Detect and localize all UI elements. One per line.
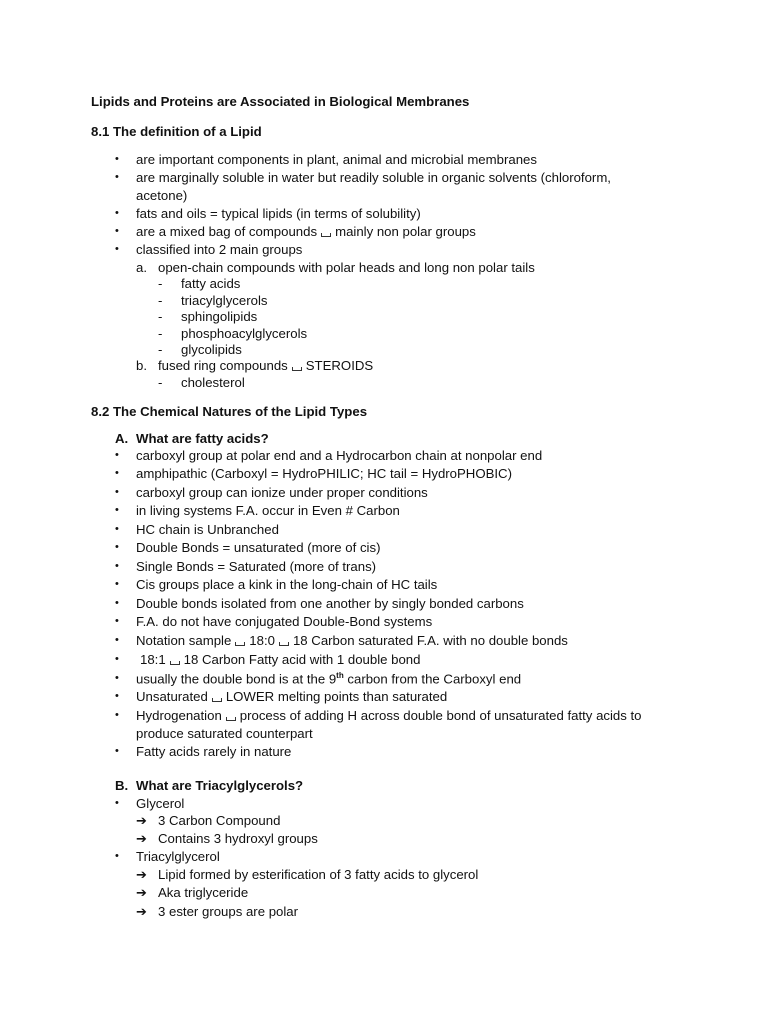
dash-icon: - [158, 342, 163, 357]
arrow-symbol-icon [226, 717, 236, 721]
nested-item: phosphoacylglycerols [181, 326, 308, 341]
item-text: STEROIDS [305, 358, 374, 373]
section-heading-8-1: 8.1 The definition of a Lipid [91, 124, 262, 139]
arrow-symbol-icon [235, 642, 245, 646]
list-item: Triacylglycerol [136, 849, 220, 864]
bullet-icon: • [115, 449, 119, 461]
list-item: Double bonds isolated from one another by singly bonded carbons [136, 596, 524, 611]
list-item: carboxyl group can ionize under proper conditions [136, 485, 428, 500]
sublist-label: a. [136, 260, 147, 275]
list-item: Double Bonds = unsaturated (more of cis) [136, 540, 381, 555]
list-item: amphipathic (Carboxyl = HydroPHILIC; HC tail = HydroPHOBIC) [136, 466, 512, 481]
list-item: Cis groups place a kink in the long-chain of HC tails [136, 577, 438, 592]
nested-item: Aka triglyceride [158, 885, 249, 900]
subsection-heading: What are Triacylglycerols? [136, 778, 304, 793]
list-item-continuation: produce saturated counterpart [136, 726, 313, 741]
nested-item: Contains 3 hydroxyl groups [158, 831, 318, 846]
arrow-symbol-icon [292, 367, 302, 371]
subsection-label: A. [115, 431, 129, 446]
list-item [136, 634, 568, 647]
item-text: 18:0 [249, 633, 275, 648]
nested-item: sphingolipids [181, 309, 258, 324]
list-item [136, 225, 476, 238]
bullet-icon: • [115, 541, 119, 553]
item-text: fused ring compounds [158, 358, 288, 373]
bullet-icon: • [115, 486, 119, 498]
bullet-icon: • [115, 615, 119, 627]
bullet-icon: • [115, 225, 119, 237]
nested-item: Lipid formed by esterification of 3 fatty acids to glycerol [158, 867, 479, 882]
bullet-icon: • [115, 578, 119, 590]
arrow-symbol-icon [170, 661, 180, 665]
nested-item: glycolipids [181, 342, 242, 357]
list-item [136, 690, 447, 703]
arrow-right-icon: ➔ [136, 904, 147, 919]
item-text: LOWER melting points than saturated [225, 689, 448, 704]
bullet-icon: • [115, 690, 119, 702]
dash-icon: - [158, 309, 163, 324]
nested-item: triacylglycerols [181, 293, 268, 308]
nested-item: 3 Carbon Compound [158, 813, 281, 828]
list-item: classified into 2 main groups [136, 242, 303, 257]
list-item: F.A. do not have conjugated Double-Bond systems [136, 614, 433, 629]
nested-item: 3 ester groups are polar [158, 904, 299, 919]
list-item: are important components in plant, animal and microbial membranes [136, 152, 537, 167]
item-text: 18 Carbon saturated F.A. with no double bonds [292, 633, 568, 648]
list-item: carboxyl group at polar end and a Hydrocarbon chain at nonpolar end [136, 448, 543, 463]
bullet-icon: • [115, 653, 119, 665]
bullet-icon: • [115, 850, 119, 862]
dash-icon: - [158, 276, 163, 291]
item-text: are a mixed bag of compounds [136, 224, 318, 239]
section-heading-8-2: 8.2 The Chemical Natures of the Lipid Types [91, 404, 368, 419]
list-item-continuation: acetone) [136, 188, 188, 203]
arrow-symbol-icon [212, 698, 222, 702]
arrow-right-icon: ➔ [136, 813, 147, 828]
arrow-right-icon: ➔ [136, 885, 147, 900]
bullet-icon: • [115, 171, 119, 183]
item-text: usually the double bond is at the 9 [136, 671, 337, 687]
sublist-item [158, 359, 373, 372]
list-item: are marginally soluble in water but readily soluble in organic solvents (chloroform, [136, 170, 611, 185]
item-text: carbon from the Carboxyl end [343, 671, 522, 687]
bullet-icon: • [115, 709, 119, 721]
item-text: mainly non polar groups [335, 224, 476, 239]
item-text: 18:1 [140, 652, 166, 667]
dash-icon: - [158, 375, 163, 390]
arrow-symbol-icon [321, 233, 331, 237]
sublist-item: open-chain compounds with polar heads and long non polar tails [158, 260, 535, 275]
bullet-icon: • [115, 523, 119, 535]
list-item: Single Bonds = Saturated (more of trans) [136, 559, 377, 574]
list-item: fats and oils = typical lipids (in terms of solubility) [136, 206, 421, 221]
sublist-label: b. [136, 358, 147, 373]
list-item [140, 653, 420, 666]
subsection-heading: What are fatty acids? [136, 431, 269, 446]
arrow-right-icon: ➔ [136, 867, 147, 882]
list-item: Fatty acids rarely in nature [136, 744, 292, 759]
bullet-icon: • [115, 797, 119, 809]
bullet-icon: • [115, 467, 119, 479]
bullet-icon: • [115, 597, 119, 609]
nested-item: fatty acids [181, 276, 241, 291]
item-text: Notation sample [136, 633, 232, 648]
list-item [136, 709, 642, 722]
bullet-icon: • [115, 207, 119, 219]
item-text: Unsaturated [136, 689, 208, 704]
list-item: Glycerol [136, 796, 185, 811]
list-item: in living systems F.A. occur in Even # Carbon [136, 503, 400, 518]
list-item: HC chain is Unbranched [136, 522, 279, 537]
subsection-label: B. [115, 778, 129, 793]
item-text: process of adding H across double bond of unsaturated fatty acids to [239, 708, 642, 723]
dash-icon: - [158, 326, 163, 341]
dash-icon: - [158, 293, 163, 308]
bullet-icon: • [115, 153, 119, 165]
arrow-right-icon: ➔ [136, 831, 147, 846]
bullet-icon: • [115, 672, 119, 684]
item-text: 18 Carbon Fatty acid with 1 double bond [183, 652, 421, 667]
bullet-icon: • [115, 745, 119, 757]
nested-item: cholesterol [181, 375, 245, 390]
bullet-icon: • [115, 560, 119, 572]
arrow-symbol-icon [279, 642, 289, 646]
bullet-icon: • [115, 634, 119, 646]
superscript: th [336, 671, 344, 680]
item-text: Hydrogenation [136, 708, 222, 723]
bullet-icon: • [115, 504, 119, 516]
bullet-icon: • [115, 243, 119, 255]
document-title: Lipids and Proteins are Associated in Biological Membranes [91, 94, 470, 109]
list-item [136, 672, 521, 686]
